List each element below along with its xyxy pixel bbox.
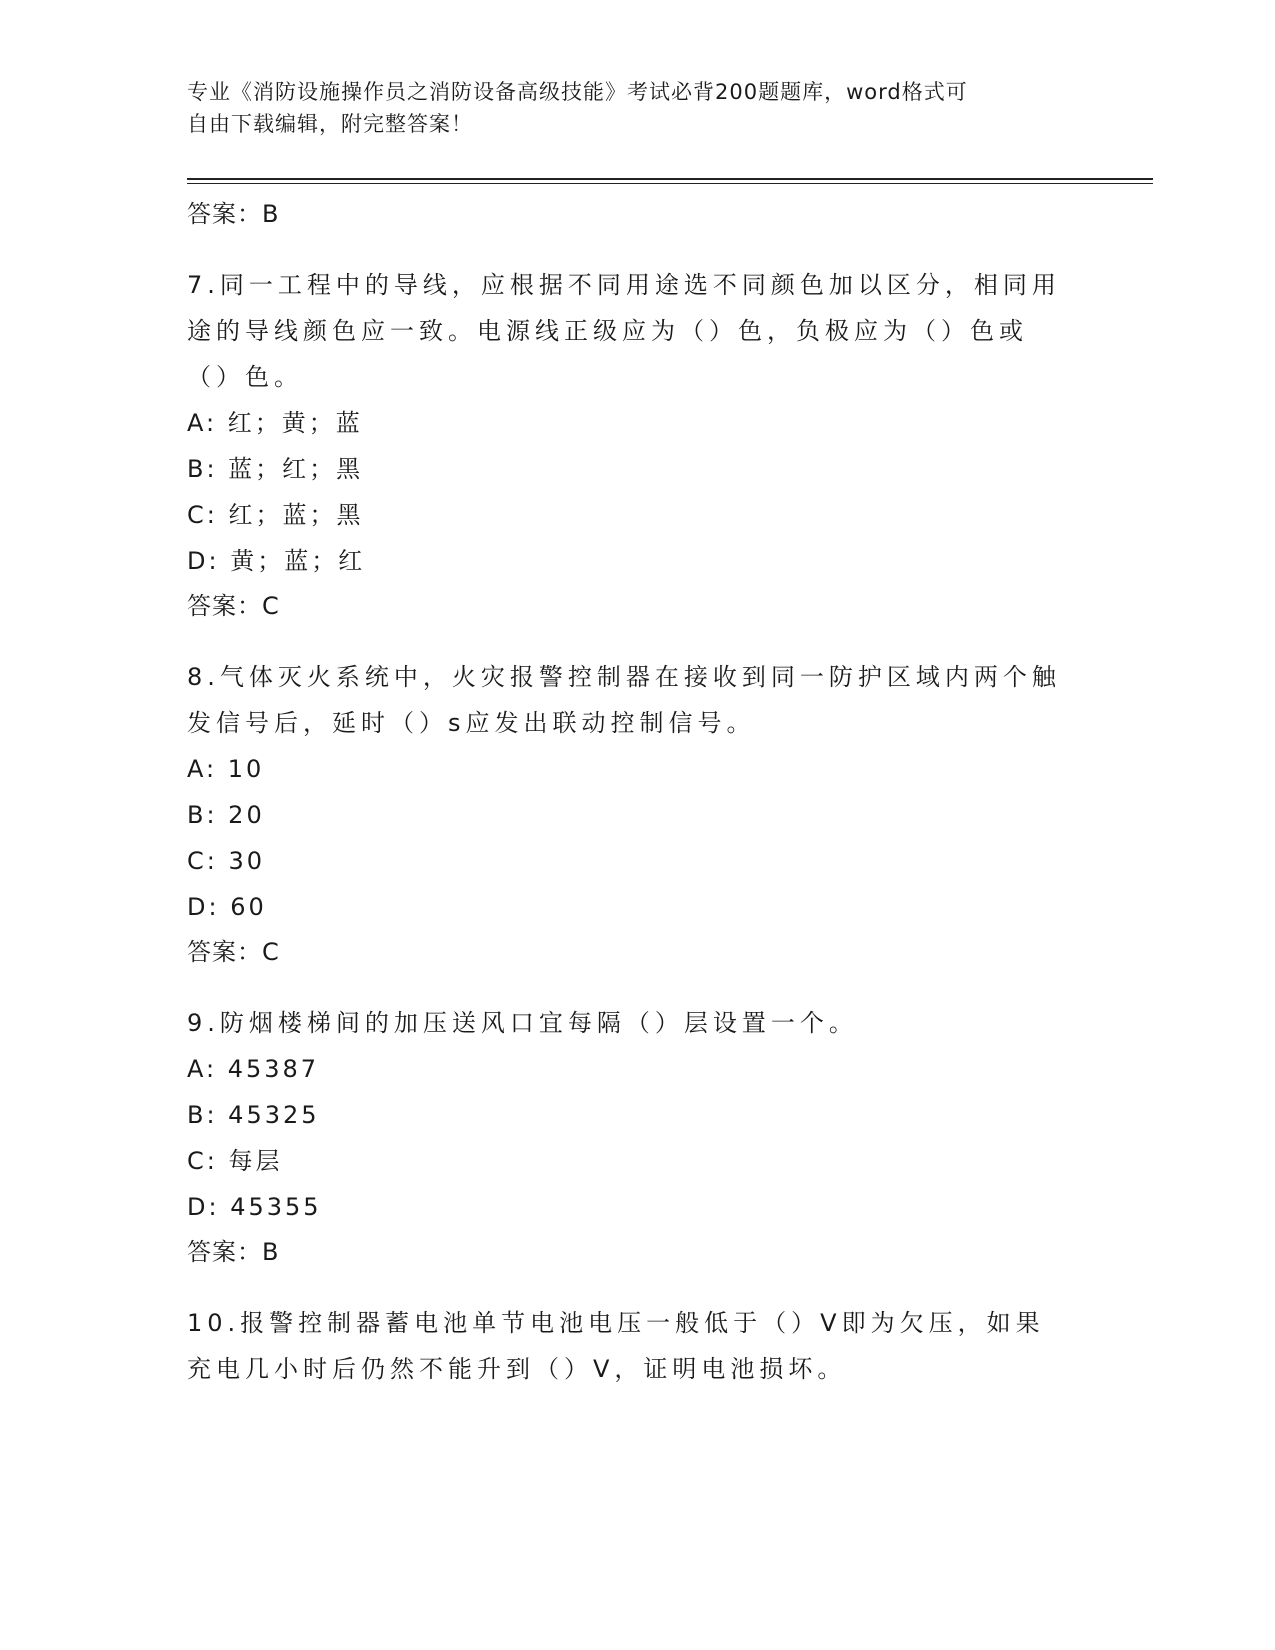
option-d: D: 黄；蓝；红: [187, 547, 366, 575]
option-a: A: 45387: [187, 1055, 320, 1083]
document-header: [187, 76, 1067, 140]
question-block: [187, 262, 1067, 628]
option-c: C: 红；蓝；黑: [187, 501, 364, 529]
question-list: [187, 192, 1067, 1392]
option-d: D: 45355: [187, 1193, 322, 1221]
option-c: C: 每层: [187, 1147, 283, 1175]
header-divider: [187, 178, 1153, 180]
header-line-1: 专业《消防设施操作员之消防设备高级技能》考试必背200题题库，word格式可: [187, 80, 968, 104]
answer-label: 答案：C: [187, 592, 280, 620]
question-text: 7.同一工程中的导线，应根据不同用途选不同颜色加以区分，相同用途的导线颜色应一致。电源线正级应为（）色，负极应为（）色或（）色。: [187, 271, 1061, 391]
header-line-2: 自由下载编辑，附完整答案！: [187, 112, 473, 136]
spacer: [187, 1274, 1067, 1300]
question-block: [187, 1300, 1067, 1392]
answer-label: 答案：B: [187, 1238, 280, 1266]
option-b: B: 20: [187, 801, 265, 829]
option-d: D: 60: [187, 893, 267, 921]
question-text: 8.气体灭火系统中，火灾报警控制器在接收到同一防护区域内两个触发信号后，延时（）s应发出联动控制信号。: [187, 663, 1061, 737]
option-c: C: 30: [187, 847, 266, 875]
question-text: 10.报警控制器蓄电池单节电池电压一般低于（）V即为欠压，如果充电几小时后仍然不能升到（）V，证明电池损坏。: [187, 1309, 1045, 1383]
option-a: A: 红；黄；蓝: [187, 409, 363, 437]
question-text: 9.防烟楼梯间的加压送风口宜每隔（）层设置一个。: [187, 1009, 858, 1037]
option-a: A: 10: [187, 755, 265, 783]
question-block: [187, 654, 1067, 974]
header-divider-thin: [187, 183, 1153, 184]
option-b: B: 45325: [187, 1101, 320, 1129]
spacer: [187, 236, 1067, 262]
question-block: [187, 1000, 1067, 1274]
spacer: [187, 974, 1067, 1000]
answer-label: 答案：B: [187, 200, 280, 228]
option-b: B: 蓝；红；黑: [187, 455, 364, 483]
spacer: [187, 628, 1067, 654]
answer-label: 答案：C: [187, 938, 280, 966]
